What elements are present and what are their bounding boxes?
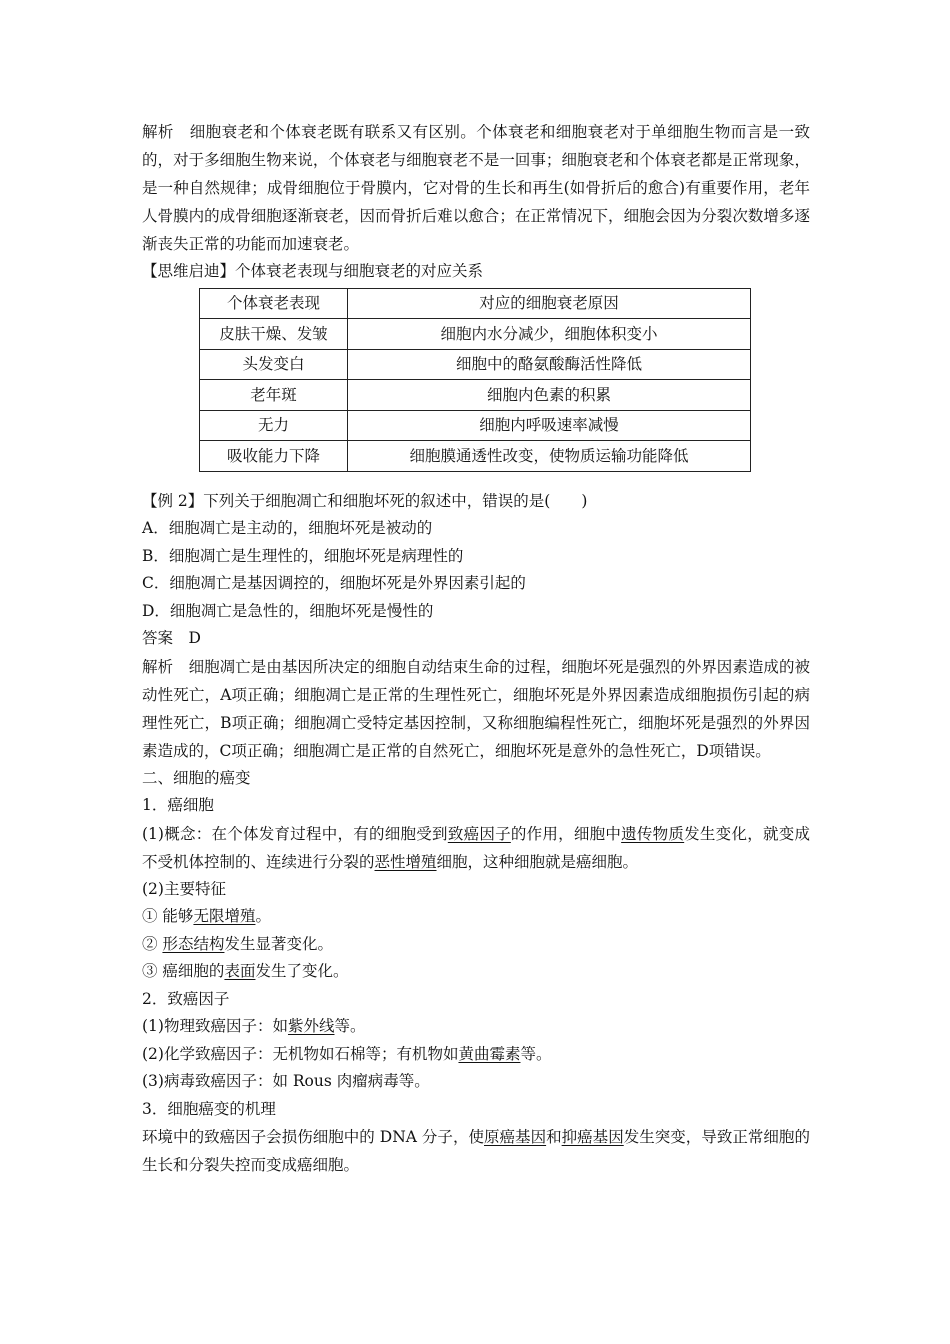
features-title: (2)主要特征 [142, 879, 226, 898]
example-tag: 【例 2】 [142, 491, 204, 510]
underlined-term: 恶性增殖 [374, 852, 437, 871]
thinking-tag: 【思维启迪】 [142, 262, 236, 280]
table-row [200, 319, 751, 350]
carcinogen-text: 等。 [334, 1017, 366, 1035]
carcinogen-text: (2)化学致癌因子：无机物如石棉等；有机物如 [142, 1044, 459, 1063]
carcinogen-item: (3)病毒致癌因子：如 Rous 肉瘤病毒等。 [142, 1072, 430, 1090]
feature-text: 。 [255, 907, 271, 925]
concept-text-2: 的作用，细胞中 [510, 824, 622, 843]
table-cell: 无力 [200, 410, 348, 441]
table-cell: 吸收能力下降 [200, 441, 348, 472]
carcinogen-text: 等。 [520, 1044, 552, 1063]
underlined-term: 遗传物质 [621, 824, 685, 843]
thinking-text: 个体衰老表现与细胞衰老的对应关系 [235, 262, 484, 280]
underlined-term: 形态结构 [162, 934, 225, 953]
table-cell: 细胞膜通透性改变，使物质运输功能降低 [348, 441, 751, 472]
underlined-term: 黄曲霉素 [458, 1044, 521, 1063]
feature-text: 发生了变化。 [255, 962, 349, 980]
underlined-term: 抑癌基因 [561, 1128, 624, 1146]
analysis-paragraph-1: 解析 细胞衰老和个体衰老既有联系又有区别。个体衰老和细胞衰老对于单细胞生物而言是一致的，对于多细胞生物来说，个体衰老与细胞衰老不是一回事；细胞衰老和个体衰老都是正常现象，是一种自然规律；成骨细胞位于骨膜内，它对骨的生长和再生(如骨折后的愈合)有重要作用，老年人骨膜内的成骨细胞逐渐衰老，因而骨折后难以愈合；在正常情况下，细胞会因为分裂次数增多逐渐丧失正常的功能而加速衰老。 [142, 123, 810, 253]
carcinogen-item [142, 1041, 810, 1069]
table-cell: 细胞内呼吸速率减慢 [348, 410, 751, 441]
table-cell: 老年斑 [200, 380, 348, 411]
option-a: A．细胞凋亡是主动的，细胞坏死是被动的 [142, 519, 433, 537]
underlined-term: 原癌基因 [484, 1128, 547, 1146]
option-d: D．细胞凋亡是急性的，细胞坏死是慢性的 [142, 601, 434, 620]
table-cell: 细胞内色素的积累 [348, 380, 751, 411]
example-question-text: 下列关于细胞凋亡和细胞坏死的叙述中，错误的是( ) [203, 491, 588, 510]
table-cell: 头发变白 [200, 349, 348, 380]
option-c: C．细胞凋亡是基因调控的，细胞坏死是外界因素引起的 [142, 574, 526, 592]
feature-text: ② [142, 934, 163, 953]
table-header-row [200, 288, 751, 319]
underlined-term: 无限增殖 [193, 907, 256, 925]
feature-text: ③ 癌细胞的 [142, 962, 225, 980]
table-cell: 细胞中的酪氨酸酶活性降低 [348, 349, 751, 380]
mechanism-text: 发生突变，导致正常细胞的生长和分裂失控而变成癌细胞。 [142, 1128, 810, 1174]
table-cell: 细胞内水分减少，细胞体积变小 [348, 319, 751, 350]
option-b: B．细胞凋亡是生理性的，细胞坏死是病理性的 [142, 546, 464, 565]
concept-text-4: 细胞，这种细胞就是癌细胞。 [436, 852, 639, 871]
subsection-title-1: 1．癌细胞 [142, 796, 214, 814]
table-row [200, 349, 751, 380]
table-cell: 皮肤干燥、发皱 [200, 319, 348, 350]
table-row [200, 410, 751, 441]
thinking-heading [142, 258, 810, 286]
feature-item [142, 931, 810, 959]
analysis-paragraph-2: 解析 细胞凋亡是由基因所决定的细胞自动结束生命的过程，细胞坏死是强烈的外界因素造成的被动性死亡，A项正确；细胞凋亡是正常的生理性死亡，细胞坏死是外界因素造成细胞损伤引起的病理性死亡，B项正确；细胞凋亡受特定基因控制，又称细胞编程性死亡，细胞坏死是强烈的外界因素造成的，C项正确；细胞凋亡是正常的自然死亡，细胞坏死是意外的急性死亡，D项错误。 [142, 657, 810, 760]
underlined-term: 表面 [224, 962, 256, 980]
mechanism-text: 和 [546, 1128, 562, 1146]
subsection-title-3: 3．细胞癌变的机理 [142, 1099, 276, 1118]
mechanism-text: 环境中的致癌因子会损伤细胞中的 DNA 分子，使 [142, 1128, 484, 1146]
carcinogen-text: (1)物理致癌因子：如 [142, 1017, 288, 1035]
subsection-title-2: 2．致癌因子 [142, 989, 230, 1008]
example-question [142, 488, 810, 516]
underlined-term: 致癌因子 [447, 824, 511, 843]
correspondence-table [199, 288, 751, 472]
table-header-cell: 对应的细胞衰老原因 [348, 288, 751, 319]
table-header-cell: 个体衰老表现 [200, 288, 348, 319]
concept-paragraph [142, 820, 810, 876]
section-heading: 二、细胞的癌变 [142, 768, 251, 787]
feature-text: 发生显著变化。 [224, 934, 333, 953]
feature-item [142, 958, 810, 986]
carcinogen-item [142, 1013, 810, 1041]
feature-item [142, 903, 810, 931]
concept-text-1: (1)概念：在个体发育过程中，有的细胞受到 [142, 824, 448, 843]
underlined-term: 紫外线 [287, 1017, 335, 1035]
answer-line: 答案 D [142, 629, 201, 647]
concept-text-3: 发生变化，就变成不受机体控制的、连续进行分裂的 [142, 824, 810, 871]
document-page [142, 118, 810, 1179]
mechanism-paragraph [142, 1123, 810, 1179]
table-row [200, 380, 751, 411]
feature-text: ① 能够 [142, 907, 194, 925]
table-row [200, 441, 751, 472]
